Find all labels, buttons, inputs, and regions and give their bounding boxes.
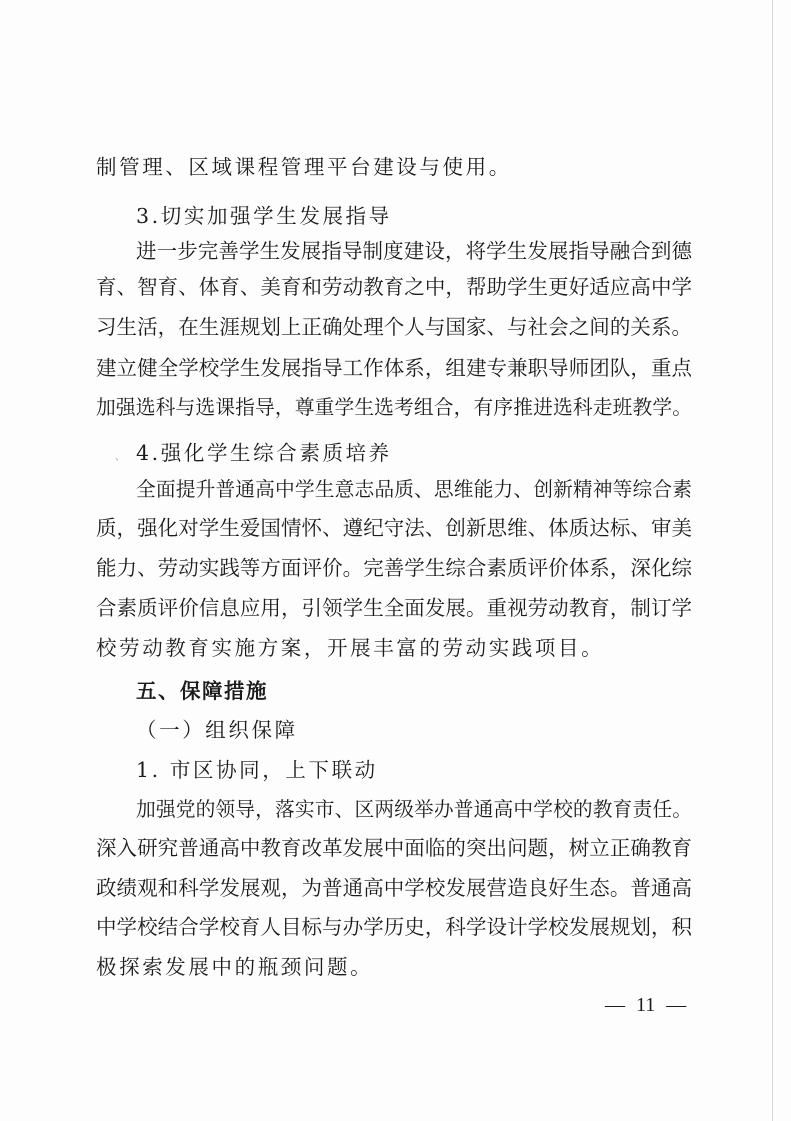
text-line-10: 质，强化对学生爱国情怀、遵纪守法、创新思维、体质达标、审美 [96, 516, 692, 540]
text-line-13: 校劳动教育实施方案，开展丰富的劳动实践项目。 [96, 636, 605, 660]
text-line-5: 习生活，在生涯规划上正确处理个人与国家、与社会之间的关系。 [96, 315, 692, 339]
text-line-11: 能力、劳动实践等方面评价。完善学生综合素质评价体系，深化综 [96, 556, 692, 580]
page-number [604, 992, 687, 1018]
text-line-20: 中学校结合学校育人目标与办学历史，科学设计学校发展规划，积 [96, 915, 692, 939]
page-number-dash-right: — [666, 994, 687, 1016]
text-line-4: 育、智育、体育、美育和劳动教育之中，帮助学生更好适应高中学 [96, 275, 692, 299]
text-line-9: 全面提升普通高中学生意志品质、思维能力、创新精神等综合素 [136, 478, 692, 501]
page-number-value: 11 [636, 994, 656, 1016]
scan-mark: 、 [115, 452, 125, 463]
page-edge-shadow [772, 0, 773, 1121]
subsection-3-heading: 3.切实加强学生发展指导 [136, 204, 392, 228]
item-1-heading: 1. 市区协同，上下联动 [136, 758, 378, 782]
subsection-1-heading: （一）组织保障 [136, 718, 298, 742]
text-line-19: 政绩观和科学发展观，为普通高中学校发展营造良好生态。普通高 [96, 876, 692, 900]
text-line-21: 极探索发展中的瓶颈问题。 [96, 955, 374, 979]
page-number-dash-left: — [605, 994, 625, 1016]
text-line-17: 加强党的领导，落实市、区两级举办普通高中学校的教育责任。 [136, 798, 692, 821]
section-5-heading: 五、保障措施 [136, 679, 268, 703]
subsection-4-heading: 4.强化学生综合素质培养 [136, 441, 392, 465]
text-line-6: 建立健全学校学生发展指导工作体系，组建专兼职导师团队，重点 [96, 356, 692, 380]
text-line-3: 进一步完善学生发展指导制度建设，将学生发展指导融合到德 [136, 239, 692, 263]
text-line-1: 制管理、区域课程管理平台建设与使用。 [96, 155, 512, 179]
text-line-18: 深入研究普通高中教育改革发展中面临的突出问题，树立正确教育 [96, 836, 692, 860]
text-line-12: 合素质评价信息应用，引领学生全面发展。重视劳动教育，制订学 [96, 596, 692, 620]
text-line-7: 加强选科与选课指导，尊重学生选考组合，有序推进选科走班教学。 [96, 396, 692, 419]
